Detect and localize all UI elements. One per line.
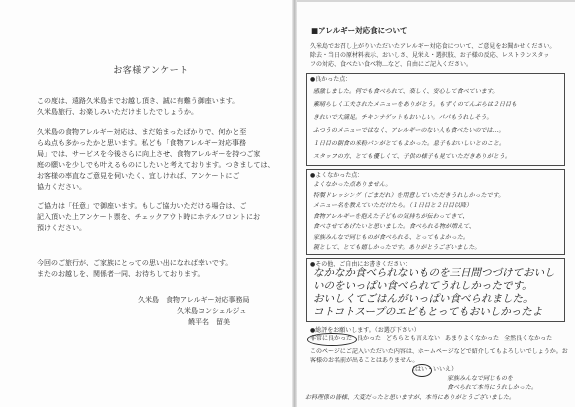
- handwritten-line: 素晴らしく工夫されたメニューをありがとう。もずくのてんぷらは２日目も: [313, 101, 518, 108]
- paragraph-line: ご協力は「任意」で御座います。もしご協力いただける場合は、ご: [37, 202, 247, 210]
- paragraph-line: 久米島の食物アレルギー対応は、まだ始まったばかりで、何かと至: [37, 128, 247, 136]
- publish-consent-question: [310, 348, 572, 365]
- handwritten-line: よくなかった点ありません。: [313, 181, 392, 188]
- rating-option: どちらとも言えない: [386, 335, 441, 342]
- paragraph-line: 協力ください。: [37, 183, 86, 191]
- bracket-close: ）: [451, 366, 458, 373]
- selection-circle: [307, 333, 357, 346]
- handwritten-line: 親として、とても嬉しかったです。ありがとうございました。: [313, 244, 481, 251]
- handwritten-line: ふつうのメニューではなく、アレルギーのない人も食べたいのでは…。: [313, 127, 505, 134]
- handwritten-line: １日目の朝食の米粉パンがとてもよかった。息子もおいしいとのこと。: [313, 140, 506, 147]
- bracket-open: （: [409, 366, 416, 373]
- handwritten-line: おいしくてごはんがいっぱい食べられました。: [313, 293, 534, 305]
- other-comments-handwriting: [313, 267, 561, 319]
- other-comments-box: [306, 258, 565, 322]
- paragraph-line: 今回のご旅行が、ご家族にとっての思い出になれば幸いです。: [37, 259, 233, 267]
- selection-circle: [412, 364, 432, 377]
- bad-points-label: ●よくなかった点：: [310, 172, 364, 179]
- intro-line: フの対応、食べたい食べ物…など、自由にご記入ください。: [310, 61, 473, 68]
- other-comments-label: ●その他、ご自由にお書きください：: [310, 261, 412, 268]
- good-points-label: ●良かった点：: [310, 76, 352, 83]
- handwritten-side-note: [447, 375, 572, 392]
- intro-line: 除去・当日の原材料表示、おいしさ、見栄え・選択肢、お子様の反応、レストランスタッ: [310, 52, 550, 59]
- paragraph-line: 記入頂いた上アンケート票を、チェックアウト時にホテルフロントにお: [37, 213, 261, 221]
- greeting-paragraph: [37, 96, 287, 118]
- good-points-box: [306, 73, 565, 166]
- choice-separator: ・: [427, 366, 434, 373]
- handwritten-line: 食べさせてあげたいと思いました。食べられる物が増えて、: [313, 223, 475, 230]
- section-title: ■アレルギー対応食について: [311, 26, 408, 35]
- rating-option: あまりよくなかった: [445, 335, 500, 342]
- bad-points-handwriting: [313, 180, 561, 254]
- good-points-handwriting: [313, 85, 561, 163]
- rating-option: 非常に良かった: [310, 335, 353, 342]
- handwritten-line: 家族みんなで同じものが食べられる、とってもよかった。: [313, 233, 469, 241]
- choice-yes: はい: [415, 366, 428, 373]
- closing-paragraph: [37, 258, 287, 280]
- handwritten-line: いのをいっぱい食べられてうれしかったです。: [313, 280, 533, 292]
- paragraph-line: らぬ点も多かったかと思います。私ども「食物アレルギー対応事務: [37, 139, 246, 147]
- right-page: [297, 0, 575, 407]
- handwritten-line: 家族みんなで同じものを: [447, 375, 514, 382]
- handwritten-line: 感激しました。何でも食べられて、楽しく、安心して食べています。: [313, 88, 499, 95]
- paragraph-line: 預けください。: [37, 224, 86, 232]
- handwritten-line: 食物アレルギーを抱えた子どもの気持ちが伝わってきて、: [313, 212, 469, 220]
- rating-option: 良かった: [357, 335, 382, 342]
- handwritten-line: コトコトスープのエビもとってもおいしかったよ: [313, 306, 543, 318]
- handwritten-line: 特製ドレッシング（ごまだれ）を用意していただきうれしかったです。: [313, 191, 505, 199]
- paragraph-line: お客様の率直なご意見を伺いたく、宜しければ、アンケートにご: [37, 172, 240, 180]
- handwritten-line: きれいで大満足。チキンナゲットもおいしい。パパもうれしそう。: [313, 114, 493, 121]
- paragraph-line: 久米島旅行、お楽しみいただけましたでしょうか。: [37, 108, 198, 116]
- signature-office: 久米島 食物アレルギー対応事務局: [138, 296, 250, 304]
- handwritten-line: なかなか食べられないものを三日間つづけておいし: [313, 267, 555, 279]
- question-line: このページにご記入いただいた内容は、ホームページなどで紹介してもよろしいでしょうか。お: [310, 348, 568, 355]
- handwritten-line: メニュー名を教えていただけたら。（１日目と２日目以降）: [313, 202, 473, 209]
- section-intro: [310, 42, 572, 69]
- handwritten-line: 食べられて本当にうれしかった。: [447, 383, 538, 391]
- signature-role: 久米島コンシェルジュ: [177, 307, 247, 315]
- handwritten-bottom-note: お料理係の皆様、大変だったと思いますが、本当にありがとうございました。: [305, 394, 516, 401]
- survey-title: お客様アンケート: [113, 66, 189, 76]
- paragraph-line: またのお越しを、関係者一同、お待ちしております。: [37, 270, 205, 278]
- scan-edge: [297, 0, 575, 2]
- handwritten-line: スタッフの方、とても優しくて、子供の様子も見ていただきありがとう。: [313, 153, 511, 160]
- paragraph-line: 局」では、サービスを今後さらに向上させ、食物アレルギーを持つご家: [37, 150, 261, 158]
- rating-option: 全然良くなかった: [504, 335, 553, 342]
- paragraph-line: この度は、遠路久米島までお越し頂き、誠に有難う御座います。: [37, 97, 240, 105]
- signature-name: 饒平名 留美: [188, 318, 230, 326]
- choice-no: いいえ: [433, 366, 452, 373]
- bad-points-box: [306, 169, 565, 255]
- overall-rating-question: ●総評をお願いします。（お選び下さい）: [310, 327, 420, 334]
- question-line: 客様のお名前が出ることはありません。: [310, 356, 419, 364]
- intro-line: 久米島でお召し上がりいただいたアレルギー対応食について、ご意見をお聞かせください。: [310, 43, 556, 50]
- paragraph-line: 庭の願いを少しでも叶えるものにしたいと考えております。つきましては、: [37, 161, 275, 169]
- instructions-paragraph: [37, 201, 287, 234]
- purpose-paragraph: [37, 127, 287, 193]
